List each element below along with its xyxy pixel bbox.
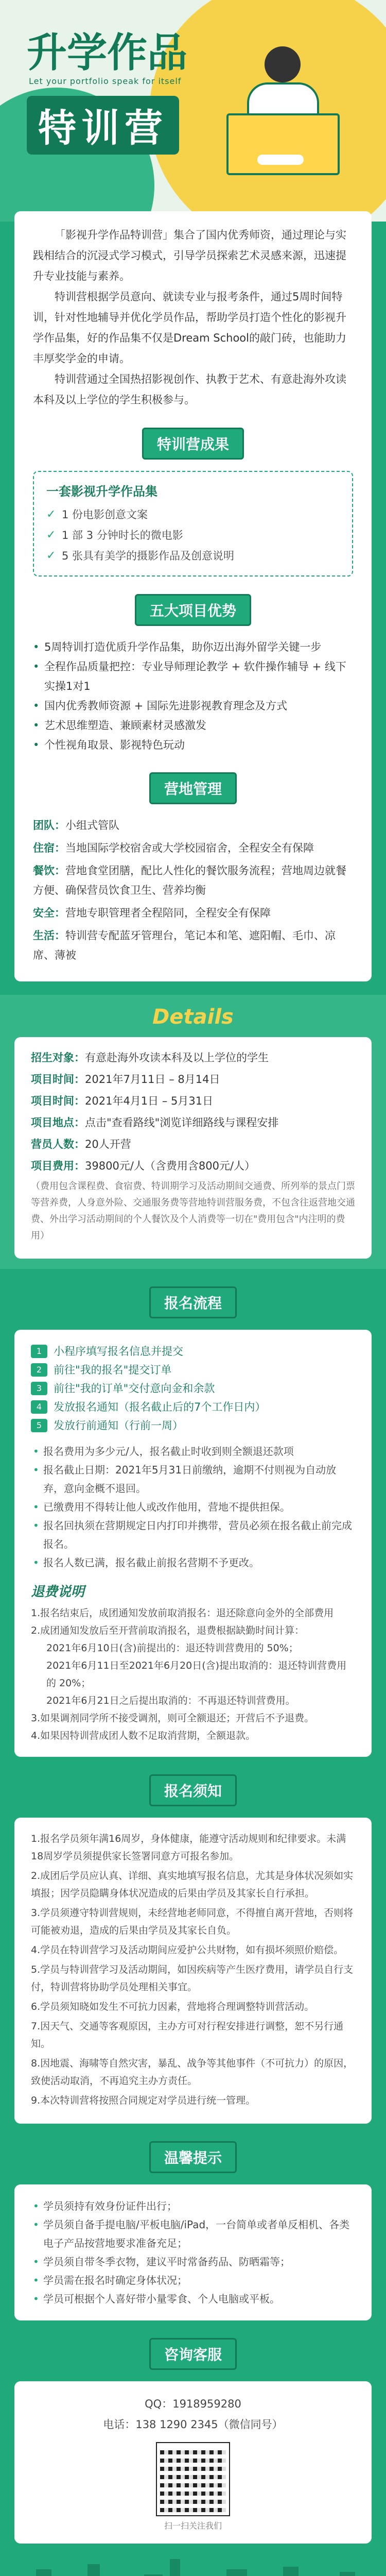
highlight-item: • 国内优秀教师资源 + 国际先进影视教育理念及方式	[33, 696, 353, 716]
check-icon: ✓	[46, 529, 56, 541]
management-row: 住宿：当地国际学校宿舍或大学校园宿舍，全程安全有保障	[33, 842, 314, 854]
intro-card	[14, 211, 372, 981]
goal-item: ✓ 5 张具有美学的摄影作品及创意说明	[46, 546, 340, 566]
detail-row: 项目时间：2021年7月11日 – 8月14日	[31, 1073, 220, 1086]
refund-item: 4.如果因特训营成团人数不足取消营期，全额退款。	[31, 1730, 256, 1741]
refund-item: 1.报名结束后，成团通知发放前取消报名：退还除意向金外的全部费用	[31, 1607, 334, 1619]
illustration-head	[265, 46, 301, 82]
notice-card	[14, 1818, 372, 2124]
detail-row: 项目时间：2021年4月1日 – 5月31日	[31, 1095, 214, 1107]
tip-item: • 学员须自带冬季衣物，建议平时常备药品、防晒霜等；	[31, 2252, 355, 2271]
illustration-portfolio-board	[226, 113, 340, 175]
intro-paragraph-3: 特训营通过全国热招影视创作、执教于艺术、有意赴海外攻读本科及以上学位的学生积极参与。	[33, 373, 346, 406]
detail-row: 项目费用：39800元/人（含费用含800元/人）	[31, 1160, 256, 1172]
management-row: 团队：小组式管队	[33, 819, 119, 832]
section-header-flow: 报名流程	[0, 1286, 386, 1318]
qr-code-icon[interactable]	[157, 2443, 229, 2515]
city-skyline-icon	[0, 2554, 386, 2576]
highlight-item: • 全程作品质量把控：专业导师理论教学 + 软件操作辅导 + 线下实操1对1	[33, 657, 353, 696]
detail-row: 招生对象：有意赴海外攻读本科及以上学位的学生	[31, 1052, 269, 1064]
flow-bullet: • 报名截止日期：2021年5月31日前缴纳，逾期不付则视为自动放弃，意向金概不退回。	[31, 1461, 355, 1498]
intro-paragraph-1: 「影视升学作品特训营」集合了国内优秀师资，通过理论与实践相结合的沉浸式学习模式，引导学员探索艺术灵感来源，迅速提升专业技能与素养。	[33, 229, 346, 282]
management-row: 安全：营地专职管理者全程陪同，全程安全有保障	[33, 907, 271, 919]
footer	[0, 2544, 386, 2576]
check-icon: ✓	[46, 508, 56, 521]
flow-bullet: • 报名费用为多少元/人，报名截止时收到则全额退还款项	[31, 1442, 355, 1461]
notice-item: 5.学员与特训营学习及活动期间，如因疾病等产生医疗费用，请学员自行支付，特训营将协助学员处理相关事宜。	[31, 1964, 354, 1993]
highlight-item: • 个性视角取景、影视特色玩动	[33, 735, 353, 755]
notice-item: 2.成团后学员应认真、详细、真实地填写报名信息，尤其是身体状况须如实填报；因学员隐瞒身体状况造成的后果由学员及其家长自行承担。	[31, 1870, 354, 1899]
notice-item: 9.本次特训营将按照合同规定对学员进行统一管理。	[31, 2095, 256, 2106]
detail-fee-note: （费用包含课程费、食宿费、特训期学习及活动期间交通费、所列举的景点门票等营养费，人身意外险、交通服务费等营地特训营服务费，不包含往返营地交通费、外出学习活动期间的个人餐饮及个人消费等一切在"费用包含"内注明的费用）	[31, 1181, 355, 1241]
flow-step: 3 前往"我的订单"交付意向金和余款	[31, 1379, 355, 1398]
section-header-highlights: 五大项目优势	[33, 594, 353, 626]
notice-item: 8.因地震、海啸等自然灾害，暴乱、战争等其他事件（不可抗力）的原因，致使活动取消，不再追究主办方责任。	[31, 2058, 354, 2087]
tips-card	[14, 2184, 372, 2320]
hero-subtitle-en: Let your portfolio speak for itself	[29, 76, 182, 86]
highlight-item: • 5周特训打造优质升学作品集，助你迈出海外留学关键一步	[33, 637, 353, 657]
hero-illustration	[226, 46, 340, 201]
refund-item: 3.如果调剂同学所不接受调剂，则可全额退还；开营后不予退费。	[31, 1713, 314, 1724]
management-row: 餐饮：营地食堂团膳，配比人性化的餐饮服务流程；营地周边就餐方便、确保营员饮食卫生、营养均衡	[33, 865, 346, 896]
flow-bullet: • 已缴费用不得转让他人或改作他用，营地不提供担保。	[31, 1498, 355, 1516]
section-header-management: 营地管理	[33, 772, 353, 804]
flow-bullet: • 报名人数已满，报名截止前报名营期不予更改。	[31, 1553, 355, 1572]
refund-item: 2021年6月11日至2021年6月20日(含)提出取消的：退还特训营费用的 20%；	[46, 1660, 347, 1689]
check-icon: ✓	[46, 549, 56, 562]
contact-card	[14, 2381, 372, 2544]
flow-card	[14, 1330, 372, 1757]
qr-caption: 扫一扫关注我们	[164, 2521, 222, 2531]
detail-row: 营员人数：20人开营	[31, 1138, 131, 1150]
section-header-tips: 温馨提示	[0, 2141, 386, 2173]
details-title: Details	[152, 1005, 234, 1029]
contact-qq[interactable]: QQ：1918959280	[145, 2398, 241, 2410]
tip-item: • 学员须持有效身份证件出行；	[31, 2197, 355, 2215]
flow-bullet: • 报名回执须在营期规定日内打印并携带，营员必须在报名截止前完成报名。	[31, 1516, 355, 1553]
highlight-item: • 艺术思维塑造、兼顾素材灵感激发	[33, 716, 353, 735]
goal-subtitle: 一套影视升学作品集	[46, 484, 157, 499]
hero-banner	[0, 0, 386, 222]
flow-step: 1 小程序填写报名信息并提交	[31, 1342, 355, 1361]
contact-phone[interactable]: 电话：138 1290 2345（微信同号）	[103, 2418, 283, 2431]
tip-item: • 学员需在报名时确定身体状况；	[31, 2271, 355, 2290]
hero-decoration	[257, 155, 304, 165]
notice-item: 7.因天气、交通等客观原因，主办方可对行程安排进行调整，恕不另行通知。	[31, 2021, 344, 2049]
flow-step: 2 前往"我的报名"提交订单	[31, 1361, 355, 1379]
intro-paragraph-2: 特训营根据学员意向、就读专业与报考条件，通过5周时间特训，针对性地辅导并优化学员作品，帮助学员打造个性化的影视升学作品集，好的作品集不仅是Dream School的敲门砖，也能助力丰厚奖学金的申请。	[33, 291, 346, 365]
refund-item: 2021年6月21日之后提出取消的：不再退还特训营费用。	[46, 1695, 295, 1706]
notice-item: 4.学员在特训营学习及活动期间应爱护公共财物，如有损坏须照价赔偿。	[31, 1944, 344, 1956]
hero-camp-label: 特训营	[27, 96, 179, 155]
tip-item: • 学员可根据个人喜好带小量零食、个人电脑或平板。	[31, 2290, 355, 2308]
refund-title: 退费说明	[31, 1584, 85, 1600]
refund-item: 2021年6月10日(含)前提出的：退还特训营费用的 50%；	[46, 1642, 299, 1654]
notice-item: 6.学员须知晓如发生不可抗力因素，营地将合理调整特训营活动。	[31, 2001, 314, 2012]
flow-step: 5 发放行前通知（行前一周）	[31, 1416, 355, 1435]
detail-row-location[interactable]: 项目地点：点击"查看路线"浏览详细路线与课程安排	[31, 1116, 279, 1129]
details-card	[14, 1037, 372, 1259]
hero-title: 升学作品	[27, 30, 188, 76]
goal-list	[33, 471, 353, 577]
section-header-notice: 报名须知	[0, 1774, 386, 1806]
section-header-goal: 特训营成果	[33, 428, 353, 460]
management-row: 生活：特训营专配蓝牙管理台，笔记本和笔、遮阳帽、毛巾、凉席、薄被	[33, 929, 336, 961]
goal-item: ✓ 1 份电影创意文案	[46, 504, 340, 525]
details-band	[0, 995, 386, 1269]
section-header-contact: 咨询客服	[0, 2338, 386, 2370]
tip-item: • 学员须自备手提电脑/平板电脑/iPad，一台简单或者单反相机、各类电子产品按营地要求准备充足；	[31, 2215, 355, 2252]
flow-step: 4 发放报名通知（报名截止后的7个工作日内）	[31, 1398, 355, 1416]
notice-item: 3.学员须遵守特训营规则，未经营地老师同意，不得擅自离开营地，否则将可能被劝退，造成的后果由学员及其家长自负。	[31, 1907, 354, 1936]
goal-item: ✓ 1 部 3 分钟时长的微电影	[46, 525, 340, 546]
notice-item: 1.报名学员须年满16周岁，身体健康，能遵守活动规则和纪律要求。未满18周岁学员须提供家长签署同意方可报名参加。	[31, 1833, 346, 1862]
refund-item: 2.成团通知发放后至开营前取消报名，退费根据缺勤时间计算：	[31, 1625, 305, 1636]
